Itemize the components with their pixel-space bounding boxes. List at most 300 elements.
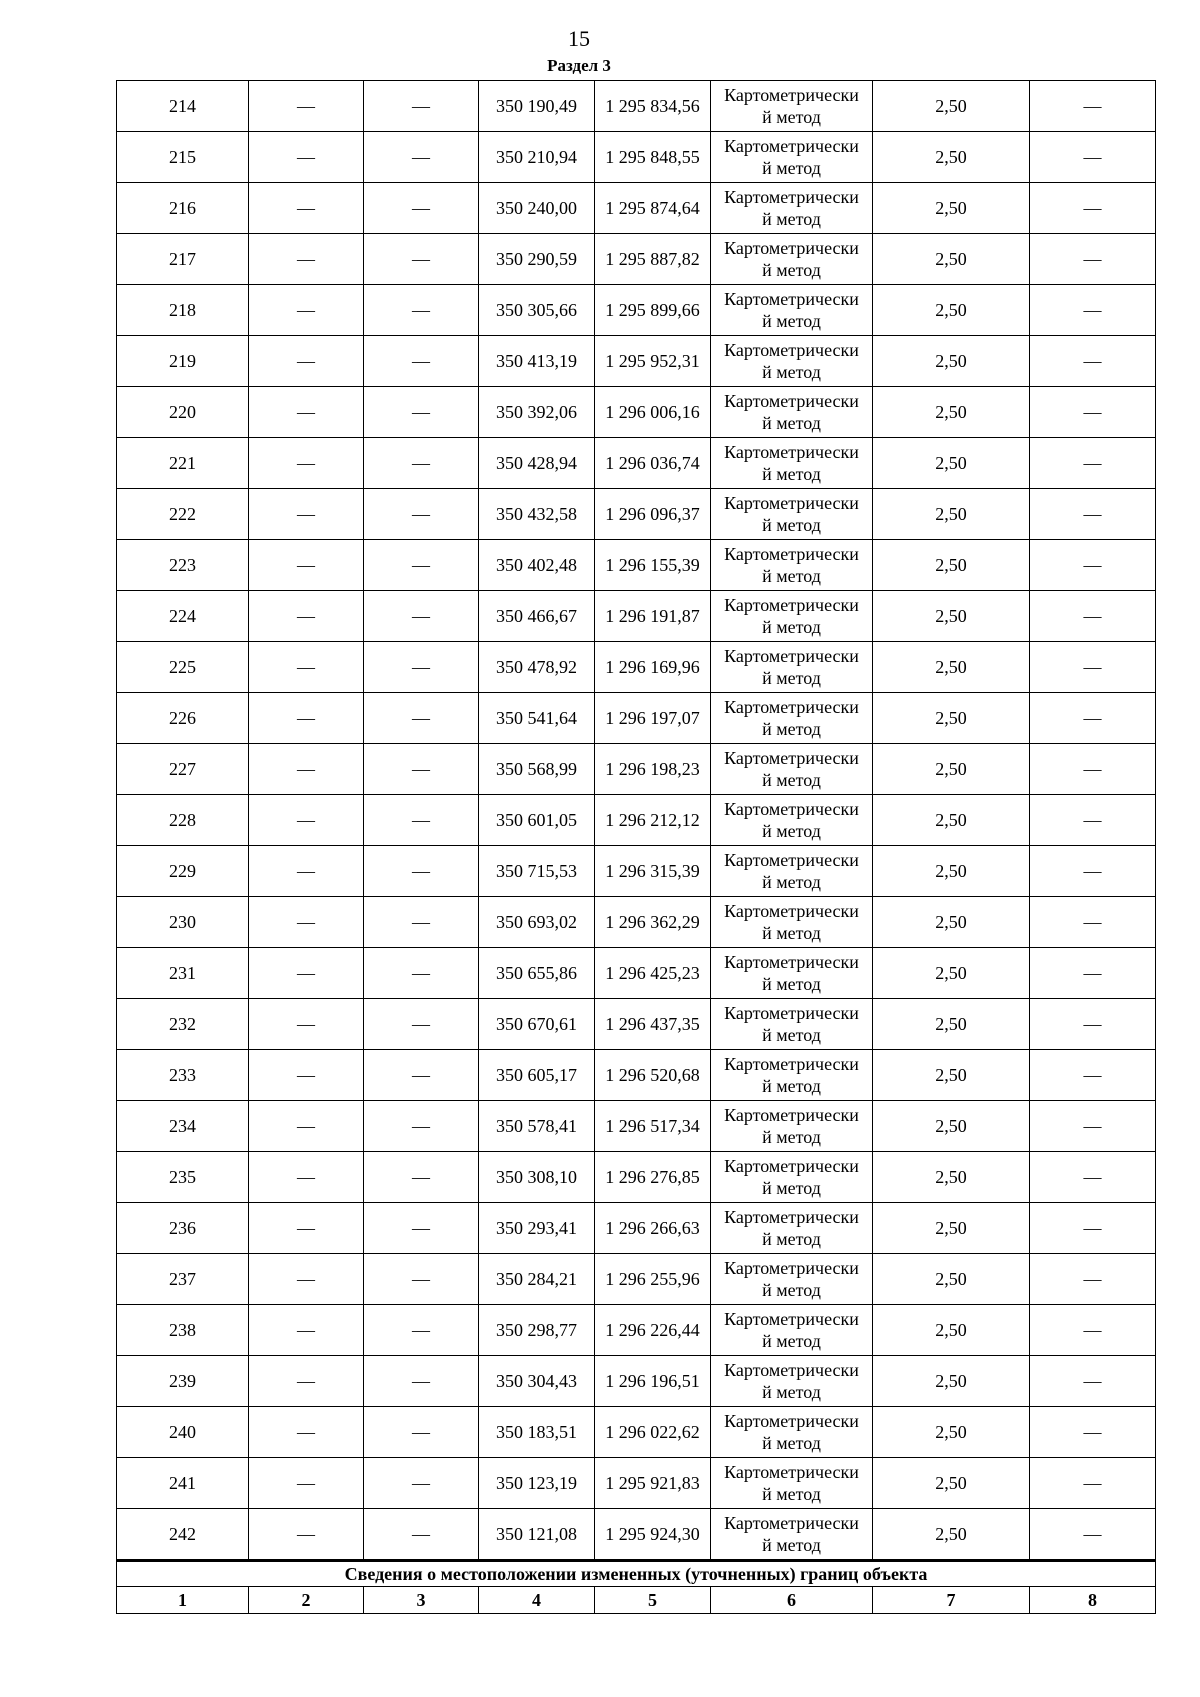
x-coordinate-cell: 350 305,66 <box>479 285 595 336</box>
dash-cell: — <box>249 81 364 132</box>
x-coordinate-cell: 350 190,49 <box>479 81 595 132</box>
accuracy-cell: 2,50 <box>873 999 1030 1050</box>
point-number-cell: 220 <box>117 387 249 438</box>
dash-cell: — <box>249 693 364 744</box>
method-line-1: Картометрически <box>724 1054 859 1074</box>
dash-cell: — <box>364 1101 479 1152</box>
table-row <box>117 1254 1156 1305</box>
dash-cell: — <box>249 183 364 234</box>
dash-cell: — <box>249 234 364 285</box>
method-line-2: й метод <box>762 1076 821 1096</box>
accuracy-cell: 2,50 <box>873 1305 1030 1356</box>
table-row <box>117 693 1156 744</box>
table-row <box>117 1458 1156 1509</box>
coordinates-table <box>116 80 1156 1614</box>
method-line-1: Картометрически <box>724 697 859 717</box>
accuracy-cell: 2,50 <box>873 336 1030 387</box>
y-coordinate-cell: 1 295 899,66 <box>595 285 711 336</box>
dash-cell: — <box>249 489 364 540</box>
x-coordinate-cell: 350 304,43 <box>479 1356 595 1407</box>
method-line-1: Картометрически <box>724 748 859 768</box>
x-coordinate-cell: 350 123,19 <box>479 1458 595 1509</box>
table-row <box>117 132 1156 183</box>
method-cell <box>711 132 873 183</box>
table-row <box>117 540 1156 591</box>
dash-cell: — <box>1030 1458 1156 1509</box>
method-line-1: Картометрически <box>724 595 859 615</box>
method-line-1: Картометрически <box>724 85 859 105</box>
dash-cell: — <box>249 795 364 846</box>
method-cell <box>711 642 873 693</box>
x-coordinate-cell: 350 478,92 <box>479 642 595 693</box>
method-line-2: й метод <box>762 1433 821 1453</box>
method-line-2: й метод <box>762 668 821 688</box>
method-line-2: й метод <box>762 872 821 892</box>
method-cell <box>711 1101 873 1152</box>
table-row <box>117 795 1156 846</box>
section-title: Раздел 3 <box>547 56 611 75</box>
method-line-1: Картометрически <box>724 289 859 309</box>
dash-cell: — <box>1030 489 1156 540</box>
point-number-cell: 221 <box>117 438 249 489</box>
accuracy-cell: 2,50 <box>873 540 1030 591</box>
accuracy-cell: 2,50 <box>873 183 1030 234</box>
dash-cell: — <box>364 1458 479 1509</box>
table-row <box>117 285 1156 336</box>
method-line-1: Картометрически <box>724 187 859 207</box>
dash-cell: — <box>249 591 364 642</box>
dash-cell: — <box>249 1407 364 1458</box>
method-cell <box>711 897 873 948</box>
point-number-cell: 223 <box>117 540 249 591</box>
dash-cell: — <box>364 846 479 897</box>
dash-cell: — <box>364 1356 479 1407</box>
caption-row <box>117 1561 1156 1587</box>
accuracy-cell: 2,50 <box>873 591 1030 642</box>
point-number-cell: 241 <box>117 1458 249 1509</box>
x-coordinate-cell: 350 655,86 <box>479 948 595 999</box>
y-coordinate-cell: 1 296 266,63 <box>595 1203 711 1254</box>
dash-cell: — <box>364 336 479 387</box>
method-line-2: й метод <box>762 260 821 280</box>
table-row <box>117 846 1156 897</box>
table-row <box>117 489 1156 540</box>
y-coordinate-cell: 1 296 169,96 <box>595 642 711 693</box>
point-number-cell: 224 <box>117 591 249 642</box>
dash-cell: — <box>1030 897 1156 948</box>
method-line-2: й метод <box>762 413 821 433</box>
method-line-1: Картометрически <box>724 493 859 513</box>
method-cell <box>711 540 873 591</box>
method-cell <box>711 591 873 642</box>
x-coordinate-cell: 350 293,41 <box>479 1203 595 1254</box>
y-coordinate-cell: 1 296 197,07 <box>595 693 711 744</box>
dash-cell: — <box>364 540 479 591</box>
point-number-cell: 230 <box>117 897 249 948</box>
point-number-cell: 229 <box>117 846 249 897</box>
method-line-2: й метод <box>762 209 821 229</box>
method-line-1: Картометрически <box>724 544 859 564</box>
x-coordinate-cell: 350 432,58 <box>479 489 595 540</box>
y-coordinate-cell: 1 296 425,23 <box>595 948 711 999</box>
x-coordinate-cell: 350 693,02 <box>479 897 595 948</box>
dash-cell: — <box>1030 1050 1156 1101</box>
accuracy-cell: 2,50 <box>873 1101 1030 1152</box>
y-coordinate-cell: 1 296 006,16 <box>595 387 711 438</box>
accuracy-cell: 2,50 <box>873 234 1030 285</box>
accuracy-cell: 2,50 <box>873 642 1030 693</box>
method-line-2: й метод <box>762 515 821 535</box>
method-line-2: й метод <box>762 1025 821 1045</box>
dash-cell: — <box>1030 693 1156 744</box>
method-line-2: й метод <box>762 1178 821 1198</box>
x-coordinate-cell: 350 183,51 <box>479 1407 595 1458</box>
x-coordinate-cell: 350 578,41 <box>479 1101 595 1152</box>
dash-cell: — <box>1030 234 1156 285</box>
accuracy-cell: 2,50 <box>873 1356 1030 1407</box>
method-line-2: й метод <box>762 158 821 178</box>
method-line-1: Картометрически <box>724 799 859 819</box>
dash-cell: — <box>249 897 364 948</box>
point-number-cell: 242 <box>117 1509 249 1561</box>
dash-cell: — <box>1030 438 1156 489</box>
dash-cell: — <box>1030 1254 1156 1305</box>
y-coordinate-cell: 1 296 226,44 <box>595 1305 711 1356</box>
dash-cell: — <box>364 183 479 234</box>
method-line-2: й метод <box>762 1331 821 1351</box>
y-coordinate-cell: 1 296 191,87 <box>595 591 711 642</box>
method-line-1: Картометрически <box>724 850 859 870</box>
method-line-2: й метод <box>762 1127 821 1147</box>
method-line-2: й метод <box>762 1229 821 1249</box>
accuracy-cell: 2,50 <box>873 795 1030 846</box>
method-line-2: й метод <box>762 1535 821 1555</box>
x-coordinate-cell: 350 284,21 <box>479 1254 595 1305</box>
dash-cell: — <box>364 1254 479 1305</box>
x-coordinate-cell: 350 290,59 <box>479 234 595 285</box>
table-caption: Сведения о местоположении измененных (уточненных) границ объекта <box>117 1561 1156 1587</box>
method-line-2: й метод <box>762 719 821 739</box>
table-row <box>117 1356 1156 1407</box>
dash-cell: — <box>1030 1203 1156 1254</box>
dash-cell: — <box>249 1254 364 1305</box>
method-line-2: й метод <box>762 770 821 790</box>
dash-cell: — <box>364 1152 479 1203</box>
method-cell <box>711 1203 873 1254</box>
y-coordinate-cell: 1 296 198,23 <box>595 744 711 795</box>
x-coordinate-cell: 350 121,08 <box>479 1509 595 1561</box>
dash-cell: — <box>364 285 479 336</box>
point-number-cell: 237 <box>117 1254 249 1305</box>
point-number-cell: 219 <box>117 336 249 387</box>
table-row <box>117 744 1156 795</box>
table-body <box>117 81 1156 1614</box>
method-cell <box>711 744 873 795</box>
table-row <box>117 234 1156 285</box>
column-number: 6 <box>711 1587 873 1614</box>
column-number: 7 <box>873 1587 1030 1614</box>
dash-cell: — <box>364 795 479 846</box>
dash-cell: — <box>1030 999 1156 1050</box>
accuracy-cell: 2,50 <box>873 948 1030 999</box>
x-coordinate-cell: 350 428,94 <box>479 438 595 489</box>
method-line-1: Картометрически <box>724 1258 859 1278</box>
y-coordinate-cell: 1 295 921,83 <box>595 1458 711 1509</box>
method-cell <box>711 1407 873 1458</box>
dash-cell: — <box>249 744 364 795</box>
x-coordinate-cell: 350 308,10 <box>479 1152 595 1203</box>
dash-cell: — <box>364 1305 479 1356</box>
dash-cell: — <box>1030 81 1156 132</box>
dash-cell: — <box>364 1407 479 1458</box>
y-coordinate-cell: 1 296 315,39 <box>595 846 711 897</box>
method-line-2: й метод <box>762 464 821 484</box>
dash-cell: — <box>1030 591 1156 642</box>
table-row <box>117 1101 1156 1152</box>
accuracy-cell: 2,50 <box>873 285 1030 336</box>
dash-cell: — <box>364 642 479 693</box>
point-number-cell: 239 <box>117 1356 249 1407</box>
method-line-2: й метод <box>762 107 821 127</box>
x-coordinate-cell: 350 605,17 <box>479 1050 595 1101</box>
column-number: 1 <box>117 1587 249 1614</box>
dash-cell: — <box>1030 744 1156 795</box>
accuracy-cell: 2,50 <box>873 132 1030 183</box>
dash-cell: — <box>249 336 364 387</box>
dash-cell: — <box>249 1509 364 1561</box>
method-line-1: Картометрически <box>724 238 859 258</box>
y-coordinate-cell: 1 295 834,56 <box>595 81 711 132</box>
y-coordinate-cell: 1 296 212,12 <box>595 795 711 846</box>
dash-cell: — <box>1030 1305 1156 1356</box>
dash-cell: — <box>364 744 479 795</box>
y-coordinate-cell: 1 296 520,68 <box>595 1050 711 1101</box>
method-cell <box>711 846 873 897</box>
dash-cell: — <box>1030 387 1156 438</box>
table-row <box>117 1305 1156 1356</box>
method-line-2: й метод <box>762 923 821 943</box>
x-coordinate-cell: 350 298,77 <box>479 1305 595 1356</box>
method-cell <box>711 1509 873 1561</box>
x-coordinate-cell: 350 466,67 <box>479 591 595 642</box>
x-coordinate-cell: 350 568,99 <box>479 744 595 795</box>
dash-cell: — <box>249 1101 364 1152</box>
dash-cell: — <box>364 693 479 744</box>
method-line-2: й метод <box>762 617 821 637</box>
method-cell <box>711 795 873 846</box>
method-line-1: Картометрически <box>724 646 859 666</box>
table-row <box>117 1509 1156 1561</box>
dash-cell: — <box>1030 948 1156 999</box>
accuracy-cell: 2,50 <box>873 489 1030 540</box>
point-number-cell: 233 <box>117 1050 249 1101</box>
dash-cell: — <box>1030 1356 1156 1407</box>
y-coordinate-cell: 1 295 952,31 <box>595 336 711 387</box>
method-line-2: й метод <box>762 974 821 994</box>
method-line-1: Картометрически <box>724 136 859 156</box>
dash-cell: — <box>364 591 479 642</box>
method-cell <box>711 336 873 387</box>
dash-cell: — <box>249 1203 364 1254</box>
point-number-cell: 226 <box>117 693 249 744</box>
dash-cell: — <box>1030 795 1156 846</box>
point-number-cell: 225 <box>117 642 249 693</box>
dash-cell: — <box>249 1050 364 1101</box>
dash-cell: — <box>364 999 479 1050</box>
method-line-1: Картометрически <box>724 1462 859 1482</box>
method-line-1: Картометрически <box>724 1207 859 1227</box>
point-number-cell: 217 <box>117 234 249 285</box>
method-line-1: Картометрически <box>724 1003 859 1023</box>
point-number-cell: 238 <box>117 1305 249 1356</box>
table-row <box>117 387 1156 438</box>
table-row <box>117 1203 1156 1254</box>
method-line-1: Картометрически <box>724 952 859 972</box>
method-cell <box>711 1254 873 1305</box>
accuracy-cell: 2,50 <box>873 744 1030 795</box>
accuracy-cell: 2,50 <box>873 1509 1030 1561</box>
dash-cell: — <box>249 1356 364 1407</box>
x-coordinate-cell: 350 240,00 <box>479 183 595 234</box>
method-line-2: й метод <box>762 1382 821 1402</box>
table-row <box>117 1407 1156 1458</box>
dash-cell: — <box>1030 132 1156 183</box>
method-line-1: Картометрически <box>724 391 859 411</box>
dash-cell: — <box>1030 1509 1156 1561</box>
table-row <box>117 336 1156 387</box>
table-row <box>117 999 1156 1050</box>
method-line-1: Картометрически <box>724 901 859 921</box>
dash-cell: — <box>249 438 364 489</box>
column-number: 8 <box>1030 1587 1156 1614</box>
table-row <box>117 948 1156 999</box>
dash-cell: — <box>249 387 364 438</box>
point-number-cell: 231 <box>117 948 249 999</box>
page-number: 15 <box>568 26 590 51</box>
method-cell <box>711 234 873 285</box>
x-coordinate-cell: 350 392,06 <box>479 387 595 438</box>
method-cell <box>711 999 873 1050</box>
dash-cell: — <box>1030 336 1156 387</box>
method-line-1: Картометрически <box>724 1309 859 1329</box>
dash-cell: — <box>364 438 479 489</box>
dash-cell: — <box>249 948 364 999</box>
y-coordinate-cell: 1 296 155,39 <box>595 540 711 591</box>
method-line-1: Картометрически <box>724 442 859 462</box>
dash-cell: — <box>364 1203 479 1254</box>
method-cell <box>711 1152 873 1203</box>
dash-cell: — <box>1030 642 1156 693</box>
y-coordinate-cell: 1 295 848,55 <box>595 132 711 183</box>
dash-cell: — <box>249 1152 364 1203</box>
method-cell <box>711 1305 873 1356</box>
point-number-cell: 222 <box>117 489 249 540</box>
method-line-2: й метод <box>762 1280 821 1300</box>
x-coordinate-cell: 350 413,19 <box>479 336 595 387</box>
method-line-2: й метод <box>762 311 821 331</box>
x-coordinate-cell: 350 541,64 <box>479 693 595 744</box>
method-cell <box>711 1356 873 1407</box>
table-row <box>117 438 1156 489</box>
dash-cell: — <box>249 1458 364 1509</box>
x-coordinate-cell: 350 715,53 <box>479 846 595 897</box>
table-row <box>117 642 1156 693</box>
column-number: 3 <box>364 1587 479 1614</box>
column-number: 5 <box>595 1587 711 1614</box>
dash-cell: — <box>364 948 479 999</box>
accuracy-cell: 2,50 <box>873 693 1030 744</box>
accuracy-cell: 2,50 <box>873 438 1030 489</box>
dash-cell: — <box>364 132 479 183</box>
table-row <box>117 183 1156 234</box>
dash-cell: — <box>364 1050 479 1101</box>
column-number: 2 <box>249 1587 364 1614</box>
y-coordinate-cell: 1 296 362,29 <box>595 897 711 948</box>
method-line-1: Картометрически <box>724 340 859 360</box>
table-row <box>117 897 1156 948</box>
method-line-2: й метод <box>762 821 821 841</box>
point-number-cell: 235 <box>117 1152 249 1203</box>
accuracy-cell: 2,50 <box>873 81 1030 132</box>
method-line-1: Картометрически <box>724 1513 859 1533</box>
dash-cell: — <box>249 540 364 591</box>
point-number-cell: 215 <box>117 132 249 183</box>
dash-cell: — <box>1030 1407 1156 1458</box>
dash-cell: — <box>364 81 479 132</box>
method-cell <box>711 489 873 540</box>
dash-cell: — <box>1030 1101 1156 1152</box>
x-coordinate-cell: 350 402,48 <box>479 540 595 591</box>
dash-cell: — <box>249 285 364 336</box>
method-cell <box>711 693 873 744</box>
dash-cell: — <box>364 387 479 438</box>
point-number-cell: 232 <box>117 999 249 1050</box>
accuracy-cell: 2,50 <box>873 1254 1030 1305</box>
point-number-cell: 234 <box>117 1101 249 1152</box>
y-coordinate-cell: 1 295 874,64 <box>595 183 711 234</box>
y-coordinate-cell: 1 296 255,96 <box>595 1254 711 1305</box>
accuracy-cell: 2,50 <box>873 897 1030 948</box>
method-cell <box>711 81 873 132</box>
method-cell <box>711 1458 873 1509</box>
y-coordinate-cell: 1 296 036,74 <box>595 438 711 489</box>
y-coordinate-cell: 1 296 437,35 <box>595 999 711 1050</box>
method-cell <box>711 948 873 999</box>
method-line-1: Картометрически <box>724 1411 859 1431</box>
accuracy-cell: 2,50 <box>873 1407 1030 1458</box>
point-number-cell: 216 <box>117 183 249 234</box>
accuracy-cell: 2,50 <box>873 846 1030 897</box>
dash-cell: — <box>364 234 479 285</box>
dash-cell: — <box>1030 285 1156 336</box>
method-cell <box>711 183 873 234</box>
y-coordinate-cell: 1 296 517,34 <box>595 1101 711 1152</box>
point-number-cell: 218 <box>117 285 249 336</box>
x-coordinate-cell: 350 670,61 <box>479 999 595 1050</box>
dash-cell: — <box>364 1509 479 1561</box>
method-line-2: й метод <box>762 362 821 382</box>
dash-cell: — <box>1030 540 1156 591</box>
dash-cell: — <box>1030 846 1156 897</box>
dash-cell: — <box>1030 1152 1156 1203</box>
point-number-cell: 236 <box>117 1203 249 1254</box>
point-number-cell: 227 <box>117 744 249 795</box>
dash-cell: — <box>249 642 364 693</box>
dash-cell: — <box>249 132 364 183</box>
accuracy-cell: 2,50 <box>873 1050 1030 1101</box>
method-cell <box>711 438 873 489</box>
y-coordinate-cell: 1 296 276,85 <box>595 1152 711 1203</box>
